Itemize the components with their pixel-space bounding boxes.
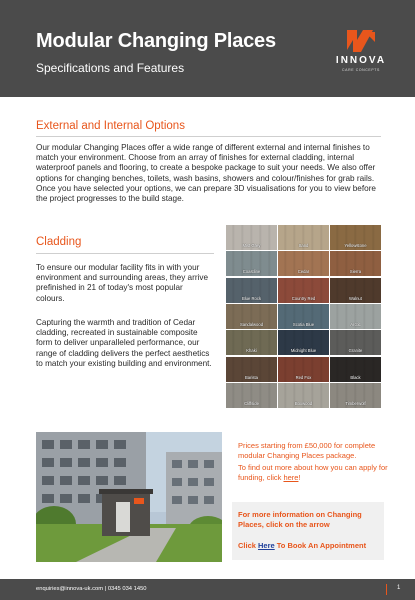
changing-places-photo (36, 432, 222, 562)
cladding-swatch-label: Mist Grey (242, 243, 261, 248)
external-options-heading: External and Internal Options (36, 120, 185, 132)
page-subtitle: Specifications and Features (36, 61, 185, 75)
cladding-swatch (330, 225, 381, 250)
cladding-swatch-label: Sierra (349, 269, 362, 275)
cladding-swatch-label: Country Red (291, 295, 316, 301)
cladding-swatch-label: Cedar (297, 269, 310, 275)
book-appointment-text (238, 541, 383, 551)
book-prefix: Click (238, 541, 259, 550)
cladding-swatch-label: Cliffside (244, 400, 259, 406)
funding-link[interactable]: here (283, 472, 299, 482)
cladding-swatch-label: Blue Rock (241, 295, 262, 301)
cladding-swatch-label: Timberwolf (345, 400, 366, 406)
cladding-swatch (278, 278, 329, 303)
cladding-heading: Cladding (36, 236, 82, 248)
cladding-swatch-label: Coastline (242, 269, 261, 275)
cladding-swatch-label: Boxwood (294, 400, 313, 406)
cladding-swatch-label: Red Fox (295, 374, 312, 380)
cladding-swatch (330, 383, 381, 408)
price-text: Prices starting from £50,000 for complete modular Changing Places package. (238, 441, 376, 460)
innova-logo (333, 28, 389, 76)
funding-suffix: ! (298, 472, 301, 482)
cladding-paragraph-2: Capturing the warmth and tradition of Cedar cladding, recreated in sustainable composite form to deliver unparalleled performance, our range of cladding delivers the perfect aesthetics to match your existing building and environment. (36, 318, 212, 368)
cladding-swatch (330, 330, 381, 355)
cladding-swatch (226, 251, 277, 276)
cladding-swatch (226, 383, 277, 408)
cladding-swatch-label: Sandalwood (239, 321, 264, 327)
cladding-swatch-label: Khaki (246, 348, 257, 354)
cladding-swatch-label: Black (350, 374, 361, 380)
cladding-swatch-label: Granite (348, 348, 363, 354)
cladding-swatch-grid (226, 225, 381, 410)
cladding-swatch-label: Arctic (350, 321, 361, 327)
cladding-swatch (278, 251, 329, 276)
cladding-swatch (330, 251, 381, 276)
cta-box (232, 502, 384, 560)
footer-divider (386, 584, 387, 595)
footer-contact: enquiries@innova-uk.com | 0345 034 1450 (36, 586, 147, 592)
cladding-swatch (330, 304, 381, 329)
funding-prefix: To find out more about how you can apply for funding, click (238, 463, 388, 482)
cladding-paragraph-1: To ensure our modular facility fits in with your environment and surrounding areas, they arrive prefinished in 21 of today's most popular colours. (36, 263, 209, 303)
book-suffix: To Book An Appointment (274, 541, 367, 550)
innova-logo-mark-icon (333, 28, 389, 54)
logo-tagline: CARE CONCEPTS (342, 68, 380, 72)
cladding-swatch (226, 330, 277, 355)
section-divider (36, 253, 214, 254)
logo-wordmark: INNOVA (335, 55, 387, 66)
page-title: Modular Changing Places (36, 30, 276, 52)
cladding-swatch (278, 357, 329, 382)
cladding-swatch (226, 357, 277, 382)
funding-text (238, 463, 388, 482)
cladding-swatch-label: Midnight Blue (290, 348, 317, 354)
cladding-swatch (226, 225, 277, 250)
cladding-swatch (330, 278, 381, 303)
cladding-swatch-label: Barista (244, 374, 259, 380)
book-appointment-link[interactable]: Here (258, 541, 275, 550)
cladding-swatch (278, 225, 329, 250)
page-header (0, 0, 415, 97)
more-info-text: For more information on Changing Places, click on the arrow (238, 510, 362, 529)
cladding-swatch (226, 278, 277, 303)
cladding-swatch-label: Sand (298, 243, 309, 248)
page-number: 1 (397, 585, 401, 591)
cladding-swatch (278, 304, 329, 329)
cladding-swatch (278, 330, 329, 355)
cladding-swatch (330, 357, 381, 382)
page-footer (0, 579, 415, 600)
cladding-swatch-label: Yellowstone (344, 243, 367, 248)
cladding-swatch-label: Walnut (349, 295, 362, 301)
cladding-swatch (226, 304, 277, 329)
cladding-swatch (278, 383, 329, 408)
external-options-body: Our modular Changing Places offer a wide range of different external and internal finishes to match your environment. Choose from an array of finishes for external cladding, internal waterproof panels and flooring, to create a bespoke package to suit your needs. We also offer options for changing benches, toilets, wash basins, showers and colour/finishes for grab rails. Once you have selected your options, we can prepare 3D visualisations for you to view before the project progresses to the build stage. (36, 143, 376, 204)
cladding-swatch-label: Scotia Blue (292, 321, 315, 327)
section-divider (36, 136, 381, 137)
